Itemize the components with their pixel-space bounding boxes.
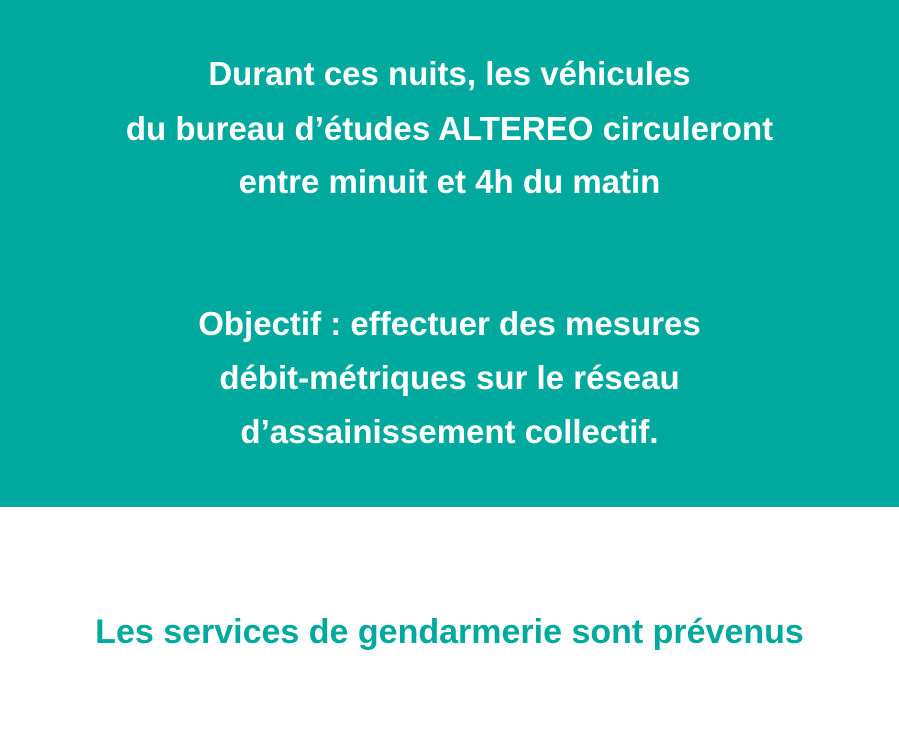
objective-line-2: débit-métriques sur le réseau [219,359,680,396]
schedule-line-3: entre minuit et 4h du matin [238,163,661,200]
objective-line-3: d’assainissement collectif. [240,413,659,450]
schedule-line-2: du bureau d’études ALTEREO circuleront [125,110,774,147]
schedule-line-1: Durant ces nuits, les véhicules [208,55,691,92]
objective-line-1: Objectif : effectuer des mesures [198,305,701,342]
gendarmerie-notice: Les services de gendarmerie sont prévenus [95,613,804,651]
